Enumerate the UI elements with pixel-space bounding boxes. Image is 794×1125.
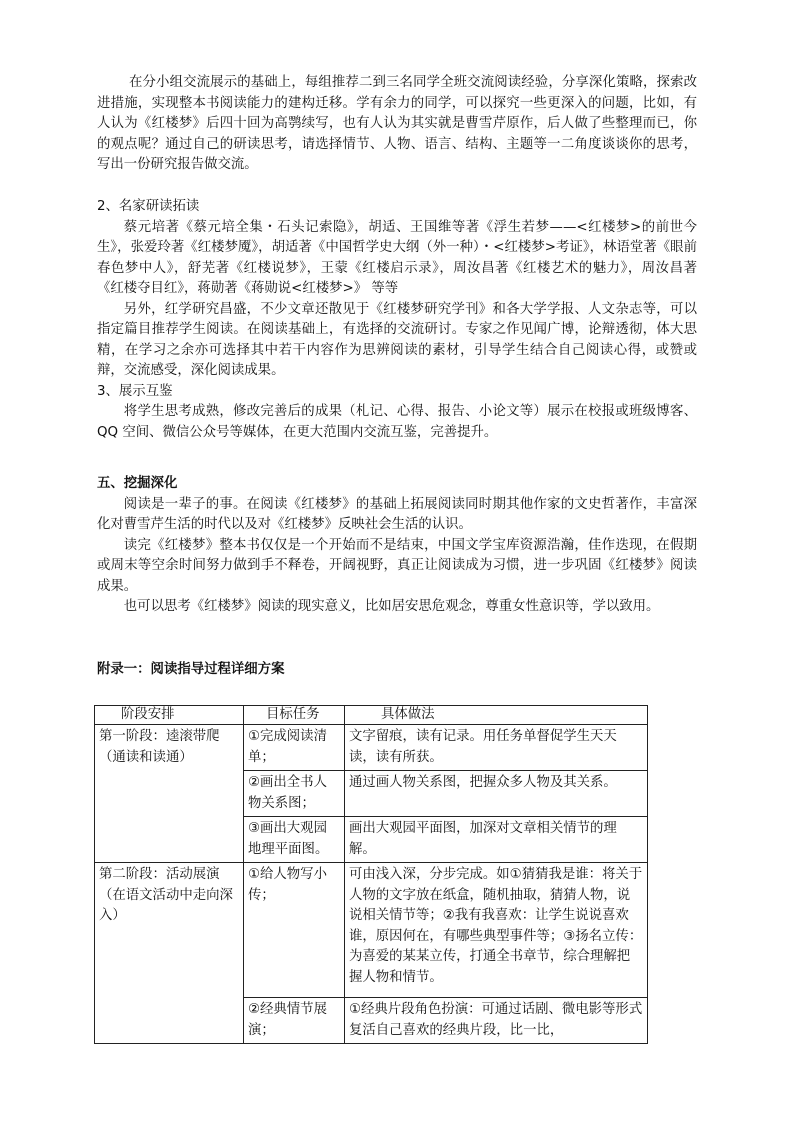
method-cell: 通过画人物关系图，把握众多人物及其关系。 xyxy=(345,771,648,817)
section-2-heading: 2、名家研读拓读 xyxy=(97,199,200,214)
method-cell: ①经典片段角色扮演：可通过话剧、微电影等形式复活自己喜欢的经典片段，比一比， xyxy=(345,998,648,1044)
guide-table xyxy=(94,705,648,1044)
header-task: 目标任务 xyxy=(244,706,345,725)
appendix-heading-wrap xyxy=(97,660,697,681)
table-row xyxy=(95,863,648,998)
section-5-paragraph-3: 也可以思考《红楼梦》阅读的现实意义，比如居安思危观念，尊重女性意识等，学以致用。 xyxy=(123,599,660,614)
method-cell: 文字留痕，读有记录。用任务单督促学生天天读，读有所获。 xyxy=(345,725,648,771)
method-cell: 画出大观园平面图，加深对文章相关情节的理解。 xyxy=(345,817,648,863)
method-cell: 可由浅入深，分步完成。如①猜猜我是谁：将关于人物的文字放在纸盒，随机抽取，猜猜人物，说说相关情节等；②我有我喜欢：让学生说说喜欢谁，原因何在，有哪些典型事件等；③扬名立传：为喜爱的某某立传，打通全书章节，综合理解把握人物和情节。 xyxy=(345,863,648,998)
task-cell: ①给人物写小传； xyxy=(244,863,345,998)
header-stage: 阶段安排 xyxy=(95,706,244,725)
table-row xyxy=(95,725,648,771)
section-2-paragraph: 另外，红学研究昌盛，不少文章还散见于《红楼梦研究学刊》和各大学学报、人文杂志等，可以指定篇目推荐学生阅读。在阅读基础上，有选择的交流研讨。专家之作见闻广博，论辩透彻，体大思精，在学习之余亦可选择其中若干内容作为思辨阅读的素材，引导学生结合自己阅读心得，或赞或辩，交流感受，深化阅读成果。 xyxy=(97,301,697,378)
appendix-heading: 附录一：阅读指导过程详细方案 xyxy=(97,662,285,677)
section-2 xyxy=(97,197,697,443)
section-3-paragraph: 将学生思考成熟，修改完善后的成果（札记、心得、报告、小论文等）展示在校报或班级博客、QQ 空间、微信公众号等媒体，在更大范围内交流互鉴，完善提升。 xyxy=(97,404,697,440)
intro-paragraph: 在分小组交流展示的基础上，每组推荐二到三名同学全班交流阅读经验，分享深化策略，探索改进措施，实现整本书阅读能力的建构迁移。学有余力的同学，可以探究一些更深入的问题，比如，有人认为《红楼梦》后四十回为高鹗续写，也有人认为其实就是曹雪芹原作，后人做了些整理而已，你的观点呢？通过自己的研读思考，请选择情节、人物、语言、结构、主题等一二角度谈谈你的思考，写出一份研究报告做交流。 xyxy=(97,75,697,172)
task-cell: ②画出全书人物关系图； xyxy=(244,771,345,817)
task-cell: ①完成阅读清单； xyxy=(244,725,345,771)
section-5-heading: 五、挖掘深化 xyxy=(97,476,178,491)
stage-cell: 第一阶段：逵滚带爬（通读和读通） xyxy=(95,725,244,863)
task-cell: ②经典情节展演； xyxy=(244,998,345,1044)
section-3-heading: 3、展示互鉴 xyxy=(97,383,173,399)
table-header-row xyxy=(95,706,648,725)
task-cell: ③画出大观园地理平面图。 xyxy=(244,817,345,863)
section-5 xyxy=(97,474,697,618)
header-method: 具体做法 xyxy=(345,706,648,725)
section-2-booklist: 蔡元培著《蔡元培全集・石头记索隐》，胡适、王国维等著《浮生若梦——<红楼梦>的前世今生》，张爱玲著《红楼梦魇》，胡适著《中国哲学史大纲（外一种）・<红楼梦>考证》，林语堂著《眼前春色梦中人》，舒芜著《红楼说梦》，王蒙《红楼启示录》，周汝昌著《红楼艺术的魅力》，周汝昌著《红楼夺目红》，蒋勋著《蒋勋说<红楼梦>》 等等 xyxy=(97,219,697,296)
stage-cell: 第二阶段：活动展演（在语文活动中走向深入） xyxy=(95,863,244,1044)
section-5-paragraph-2: 读完《红楼梦》整本书仅仅是一个开始而不是结束，中国文学宝库资源浩瀚，佳作迭现，在假期或周末等空余时间努力做到手不释卷，开阔视野，真正让阅读成为习惯，进一步巩固《红楼梦》阅读成果。 xyxy=(97,537,697,594)
section-5-paragraph-1: 阅读是一辈子的事。在阅读《红楼梦》的基础上拓展阅读同时期其他作家的文史哲著作，丰富深化对曹雪芹生活的时代以及对《红楼梦》反映社会生活的认识。 xyxy=(97,496,697,532)
